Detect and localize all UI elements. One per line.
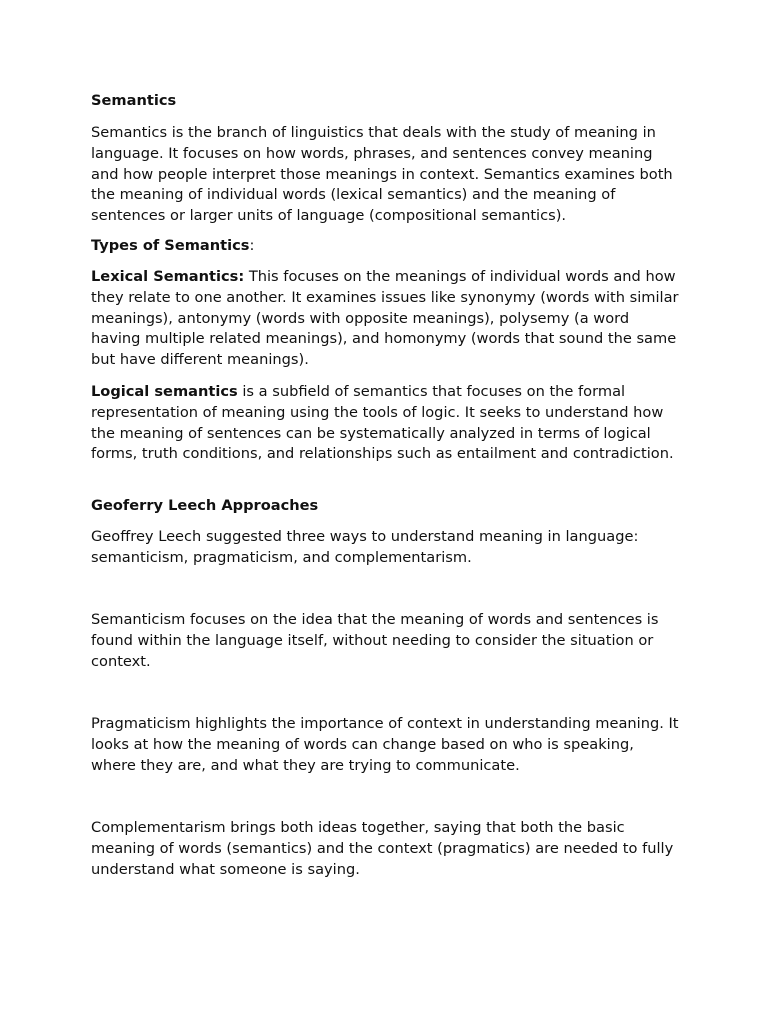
intro-paragraph: Semantics is the branch of linguistics that deals with the study of meaning in language. It focuses on how words, phrases, and sentences convey meaning and how people interpret those meanings in context. Semantics examines both the meaning of individual words (lexical semantics) and the meaning of sentences or larger units of language (compositional semantics). [91, 124, 673, 225]
leech-heading: Geoferry Leech Approaches [91, 497, 319, 514]
pragmaticism-paragraph: Pragmaticism highlights the importance of context in understanding meaning. It looks at how the meaning of words can change based on who is speaking, where they are, and what they are trying to communicate. [91, 715, 679, 774]
types-heading-line [91, 236, 683, 257]
semanticism-paragraph: Semanticism focuses on the idea that the meaning of words and sentences is found within the language itself, without needing to consider the situation or context. [91, 611, 659, 670]
logical-semantics-paragraph [91, 382, 683, 465]
leech-intro-paragraph: Geoffrey Leech suggested three ways to understand meaning in language: semanticism, pragmaticism, and complementarism. [91, 528, 639, 566]
lexical-semantics-paragraph [91, 267, 683, 371]
complementarism-paragraph: Complementarism brings both ideas together, saying that both the basic meaning of words (semantics) and the context (pragmatics) are needed to fully understand what someone is saying. [91, 819, 674, 878]
logical-semantics-text: is a subfield of semantics that focuses on the formal representation of meaning using the tools of logic. It seeks to understand how the meaning of sentences can be systematically analyzed in terms of logical forms, truth conditions, and relationships such as entailment and contradiction. [91, 383, 674, 463]
lexical-semantics-text: This focuses on the meanings of individual words and how they relate to one another. It examines issues like synonymy (words with similar meanings), antonymy (words with opposite meanings), polysemy (a word having multiple related meanings), and homonymy (words that sound the same but have different meanings). [91, 268, 679, 369]
logical-semantics-term: Logical semantics [91, 383, 238, 400]
document-title: Semantics [91, 92, 177, 109]
types-heading-colon: : [249, 237, 255, 254]
types-heading: Types of Semantics [91, 237, 250, 254]
lexical-semantics-term: Lexical Semantics: [91, 268, 245, 285]
